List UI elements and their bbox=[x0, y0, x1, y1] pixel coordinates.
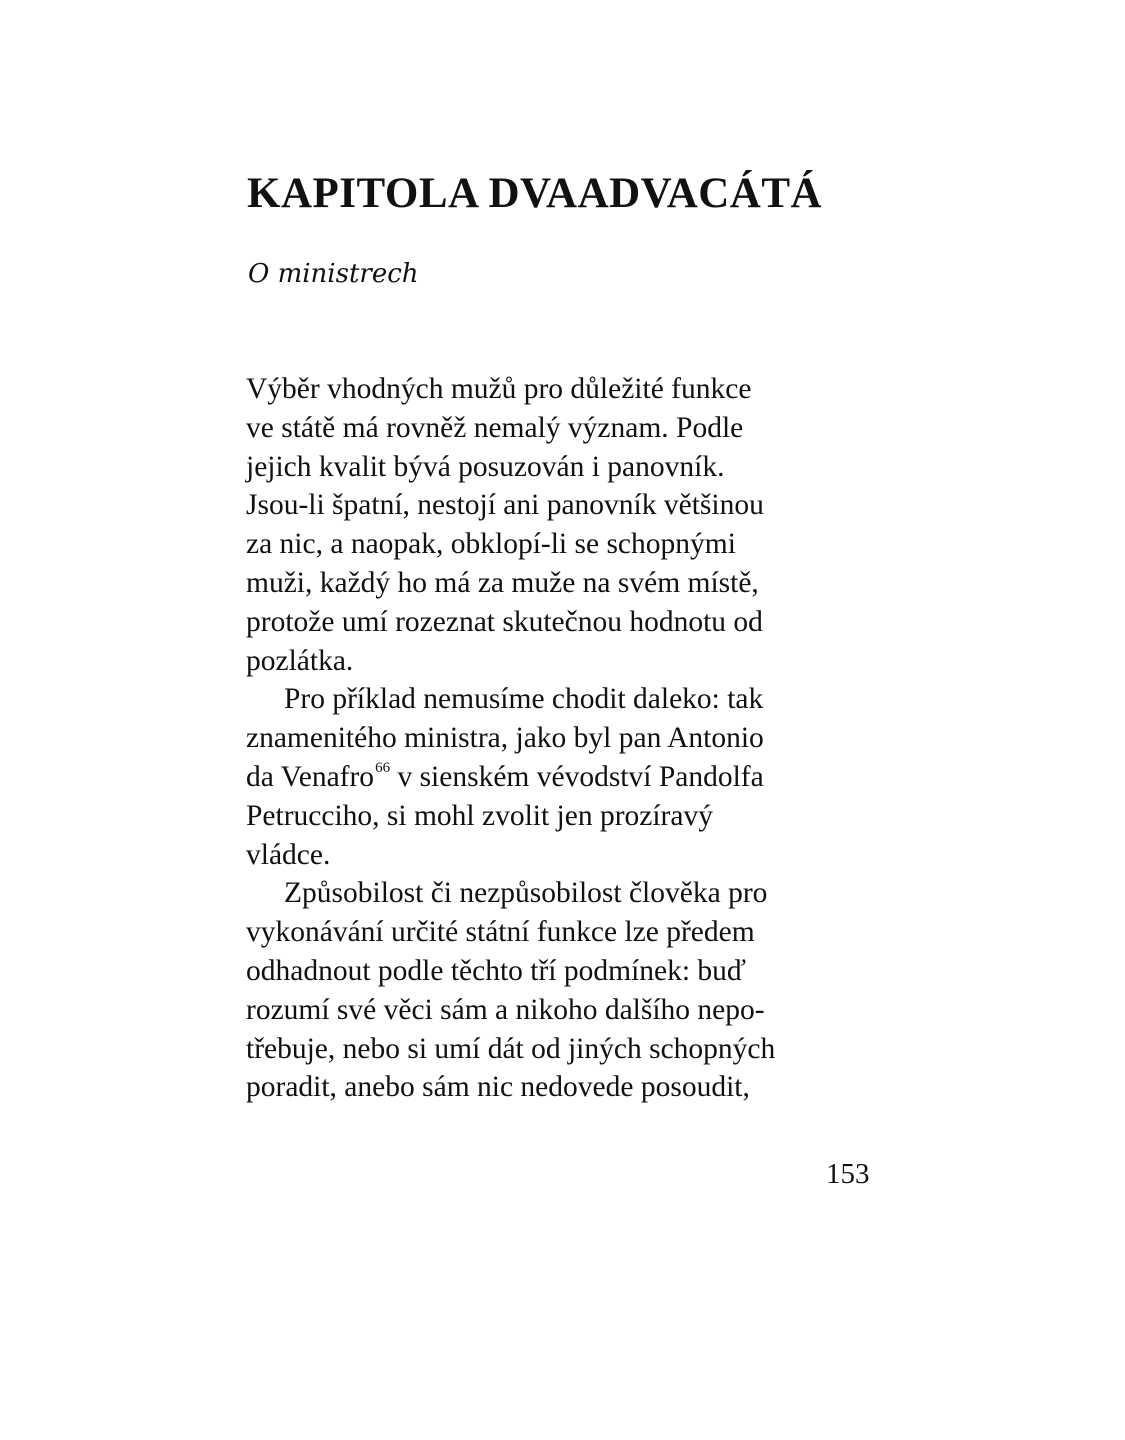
text-line: Petrucciho, si mohl zvolit jen prozíravý bbox=[246, 799, 713, 832]
page-number: 153 bbox=[826, 1158, 870, 1190]
text-line: Výběr vhodných mužů pro důležité funkce bbox=[246, 373, 752, 405]
text-line: třebuje, nebo si umí dát od jiných schopných bbox=[246, 1032, 776, 1065]
text-line: pozlátka. bbox=[246, 644, 354, 677]
text-line-with-footnote bbox=[246, 758, 886, 797]
body-text bbox=[246, 370, 886, 1107]
text-line: poradit, anebo sám nic nedovede posoudit, bbox=[246, 1071, 750, 1104]
chapter-subtitle: O ministrech bbox=[248, 259, 419, 289]
text-line: Způsobilost či nezpůsobilost člověka pro bbox=[284, 877, 768, 910]
text-segment: v sienském vévodství Pandolfa bbox=[390, 760, 764, 793]
text-line: protože umí rozeznat skutečnou hodnotu od bbox=[246, 605, 763, 638]
text-line: muži, každý ho má za muže na svém místě, bbox=[246, 566, 759, 599]
text-line: odhadnout podle těchto tří podmínek: buď bbox=[246, 954, 747, 987]
text-line: Pro příklad nemusíme chodit daleko: tak bbox=[284, 683, 764, 716]
footnote-marker[interactable]: 66 bbox=[375, 759, 391, 776]
chapter-title: KAPITOLA DVAADVACÁTÁ bbox=[247, 170, 823, 217]
text-line: Jsou-li špatní, nestojí ani panovník většinou bbox=[246, 489, 764, 522]
text-line: vykonávání určité státní funkce lze předem bbox=[246, 916, 755, 949]
text-line: vládce. bbox=[246, 838, 331, 871]
text-line: jejich kvalit bývá posuzován i panovník. bbox=[246, 450, 725, 483]
text-segment: da Venafro bbox=[246, 760, 375, 793]
text-line: za nic, a naopak, obklopí-li se schopnými bbox=[246, 528, 736, 561]
text-line: znamenitého ministra, jako byl pan Antonio bbox=[246, 722, 764, 755]
text-line: rozumí své věci sám a nikoho dalšího nepo- bbox=[246, 993, 765, 1026]
text-line: ve státě má rovněž nemalý význam. Podle bbox=[246, 411, 744, 444]
